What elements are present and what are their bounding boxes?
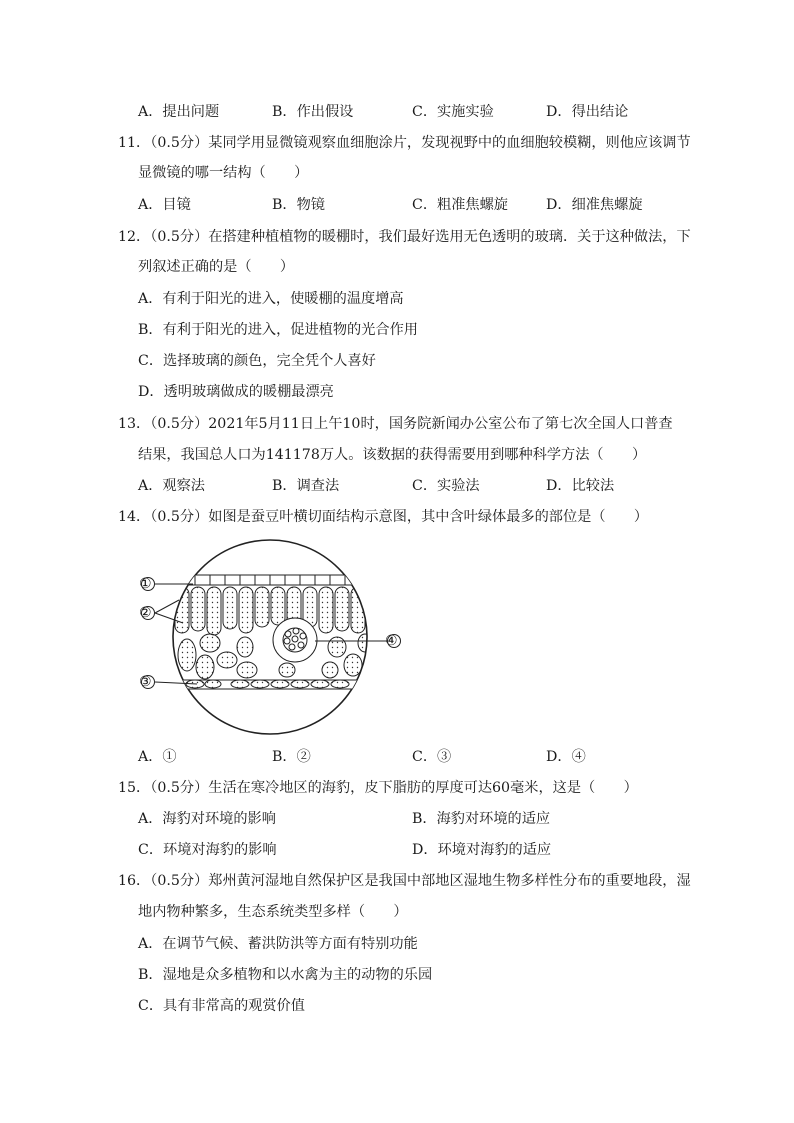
q14-option-c: C．③	[412, 749, 452, 765]
q13-option-d: D．比较法	[546, 478, 615, 494]
q13-option-a: A．观察法	[138, 478, 205, 494]
q15-option-c: C．环境对海豹的影响	[138, 842, 277, 858]
q11-stem-line2: 显微镜的哪一结构（ ）	[138, 165, 309, 181]
leaf-cross-section-diagram	[135, 535, 425, 740]
q14-option-d: D．④	[546, 749, 586, 765]
q10-option-d: D．得出结论	[546, 104, 629, 120]
q14-stem-line1: 14．（0.5分）如图是蚕豆叶横切面结构示意图，其中含叶绿体最多的部位是（ ）	[118, 509, 649, 525]
diagram-label-1: ①	[139, 576, 152, 592]
q16-stem-line2: 地内物种繁多，生态系统类型多样（ ）	[138, 904, 408, 920]
q13-stem-line2: 结果，我国总人口为141178万人。该数据的获得需要用到哪种科学方法（ ）	[138, 447, 647, 463]
q12-option-a: A．有利于阳光的进入，使暖棚的温度增高	[138, 291, 404, 307]
q10-option-c: C．实施实验	[412, 104, 494, 120]
q12-option-c: C．选择玻璃的颜色，完全凭个人喜好	[138, 353, 376, 369]
q14-option-a: A．①	[138, 749, 177, 765]
q11-option-a: A．目镜	[138, 197, 191, 213]
q16-stem-line1: 16．（0.5分）郑州黄河湿地自然保护区是我国中部地区湿地生物多样性分布的重要地段，湿	[118, 873, 691, 889]
q12-option-d: D．透明玻璃做成的暖棚最漂亮	[138, 384, 334, 400]
q11-option-c: C．粗准焦螺旋	[412, 197, 508, 213]
q15-option-d: D．环境对海豹的适应	[412, 842, 552, 858]
q11-option-d: D．细准焦螺旋	[546, 197, 643, 213]
q14-option-b: B．②	[272, 749, 311, 765]
q11-option-b: B．物镜	[272, 197, 325, 213]
diagram-label-2: ②	[139, 605, 152, 621]
q15-stem-line1: 15．（0.5分）生活在寒冷地区的海豹，皮下脂肪的厚度可达60毫米，这是（ ）	[118, 780, 638, 796]
q16-option-a: A．在调节气候、蓄洪防洪等方面有特别功能	[138, 936, 418, 952]
q12-stem-line2: 列叙述正确的是（ ）	[138, 259, 295, 275]
q13-option-c: C．实验法	[412, 478, 480, 494]
q16-option-c: C．具有非常高的观赏价值	[138, 998, 305, 1014]
q16-option-b: B．湿地是众多植物和以水禽为主的动物的乐园	[138, 967, 433, 983]
q10-option-b: B．作出假设	[272, 104, 354, 120]
q15-option-a: A．海豹对环境的影响	[138, 811, 276, 827]
q10-option-a: A．提出问题	[138, 104, 220, 120]
q12-option-b: B．有利于阳光的进入，促进植物的光合作用	[138, 322, 418, 338]
q13-option-b: B．调查法	[272, 478, 340, 494]
q13-stem-line1: 13．（0.5分）2021年5月11日上午10时，国务院新闻办公室公布了第七次全国人口普查	[118, 416, 673, 432]
q11-stem-line1: 11．（0.5分）某同学用显微镜观察血细胞涂片，发现视野中的血细胞较模糊，则他应该调节	[118, 135, 691, 151]
diagram-label-3: ③	[139, 674, 152, 690]
diagram-label-4: ④	[385, 633, 398, 649]
q12-stem-line1: 12．（0.5分）在搭建种植植物的暖棚时，我们最好选用无色透明的玻璃．关于这种做法，下	[118, 229, 691, 245]
q15-option-b: B．海豹对环境的适应	[412, 811, 551, 827]
